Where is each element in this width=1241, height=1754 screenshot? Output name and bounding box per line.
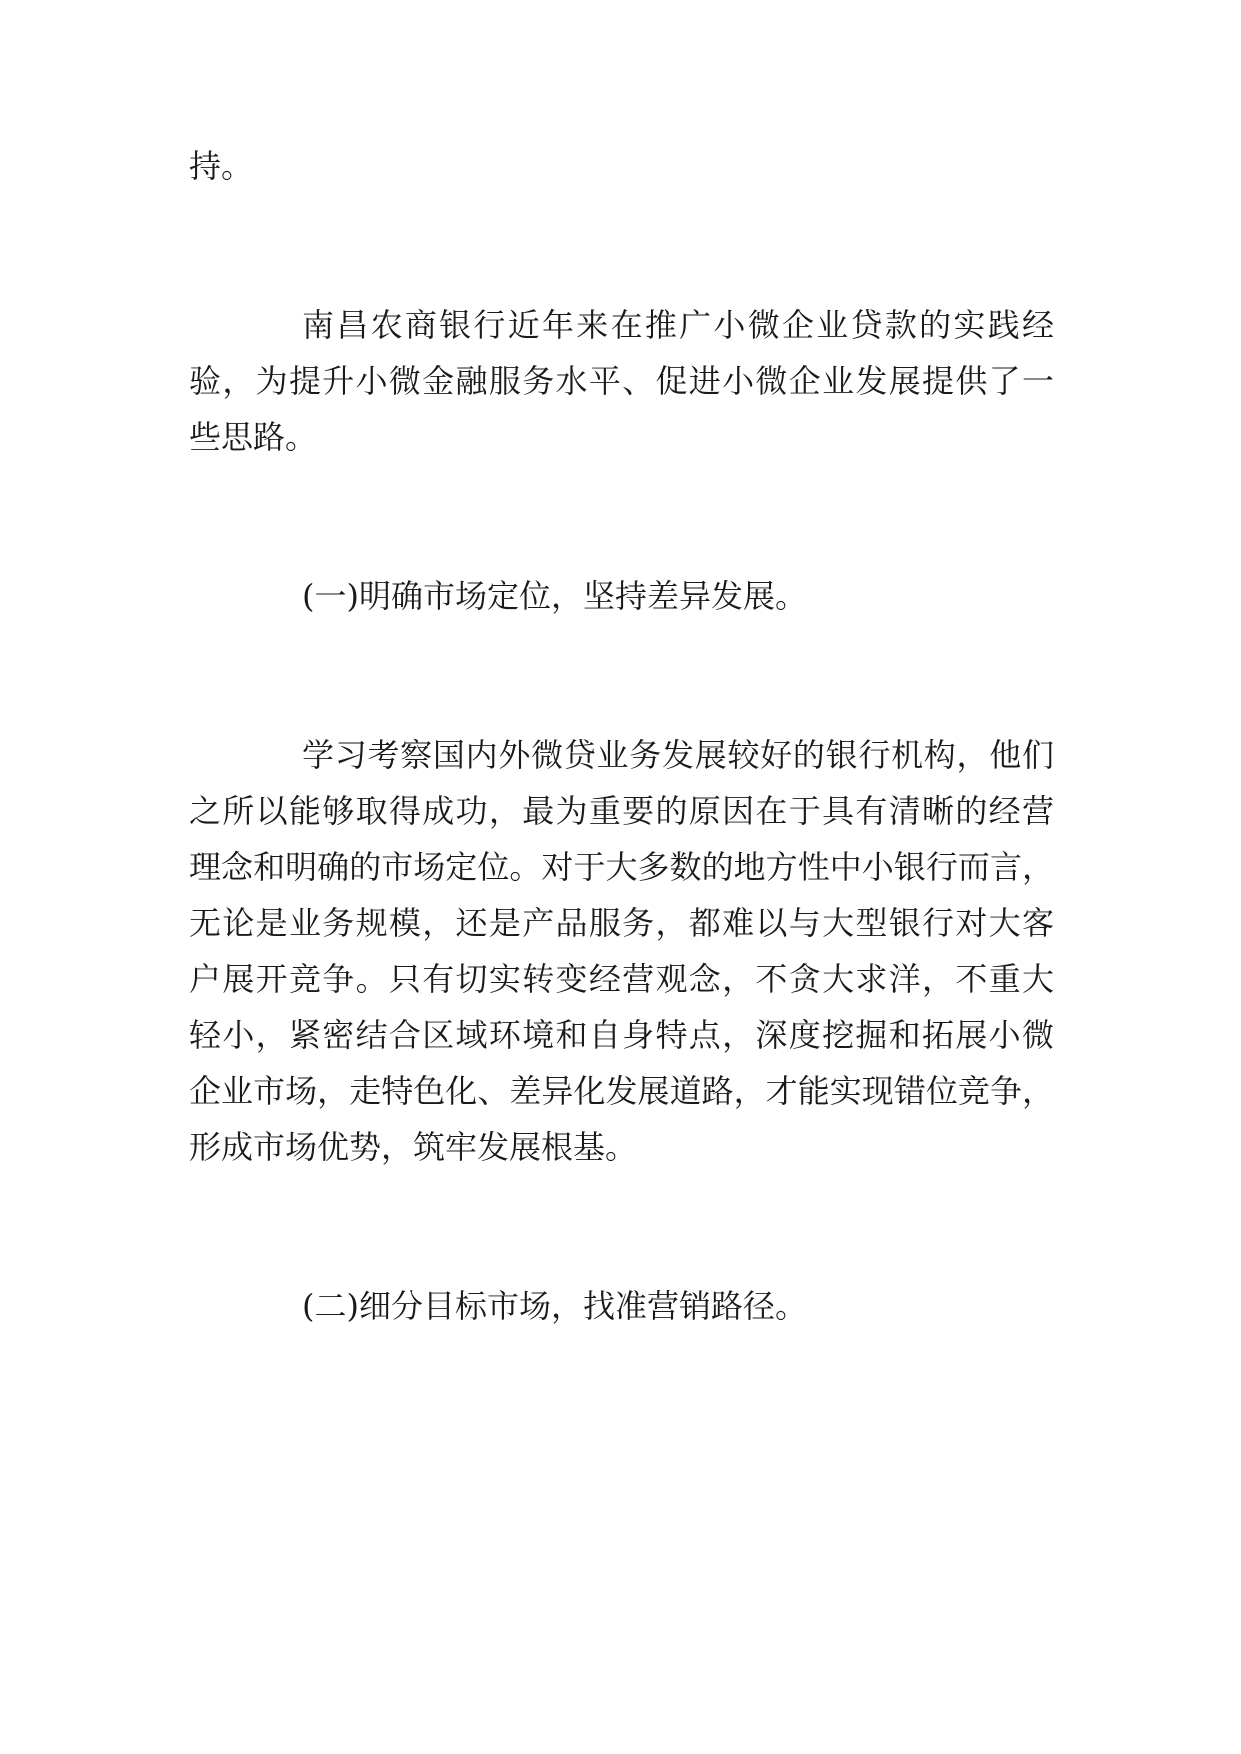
paragraph-line: 企业市场，走特色化、差异化发展道路，才能实现错位竞争，	[189, 1072, 1054, 1110]
paragraph-line: 些思路。	[189, 418, 318, 456]
paragraph-continuation-line: 持。	[189, 147, 254, 185]
paragraph-line: 之所以能够取得成功，最为重要的原因在于具有清晰的经营	[189, 792, 1054, 830]
section-heading-1: (一)明确市场定位，坚持差异发展。	[302, 577, 807, 615]
paragraph-line: 户展开竞争。只有切实转变经营观念，不贪大求洋，不重大	[189, 960, 1054, 998]
paragraph-line: 理念和明确的市场定位。对于大多数的地方性中小银行而言，	[189, 848, 1054, 886]
paragraph-line: 验，为提升小微金融服务水平、促进小微企业发展提供了一	[189, 362, 1054, 400]
paragraph-line: 无论是业务规模，还是产品服务，都难以与大型银行对大客	[189, 904, 1054, 942]
paragraph-line: 南昌农商银行近年来在推广小微企业贷款的实践经	[302, 306, 1054, 344]
paragraph-line: 学习考察国内外微贷业务发展较好的银行机构，他们	[302, 736, 1054, 774]
paragraph-line: 形成市场优势，筑牢发展根基。	[189, 1128, 638, 1166]
paragraph-line: 轻小，紧密结合区域环境和自身特点，深度挖掘和拓展小微	[189, 1016, 1054, 1054]
section-heading-2: (二)细分目标市场，找准营销路径。	[302, 1287, 807, 1325]
